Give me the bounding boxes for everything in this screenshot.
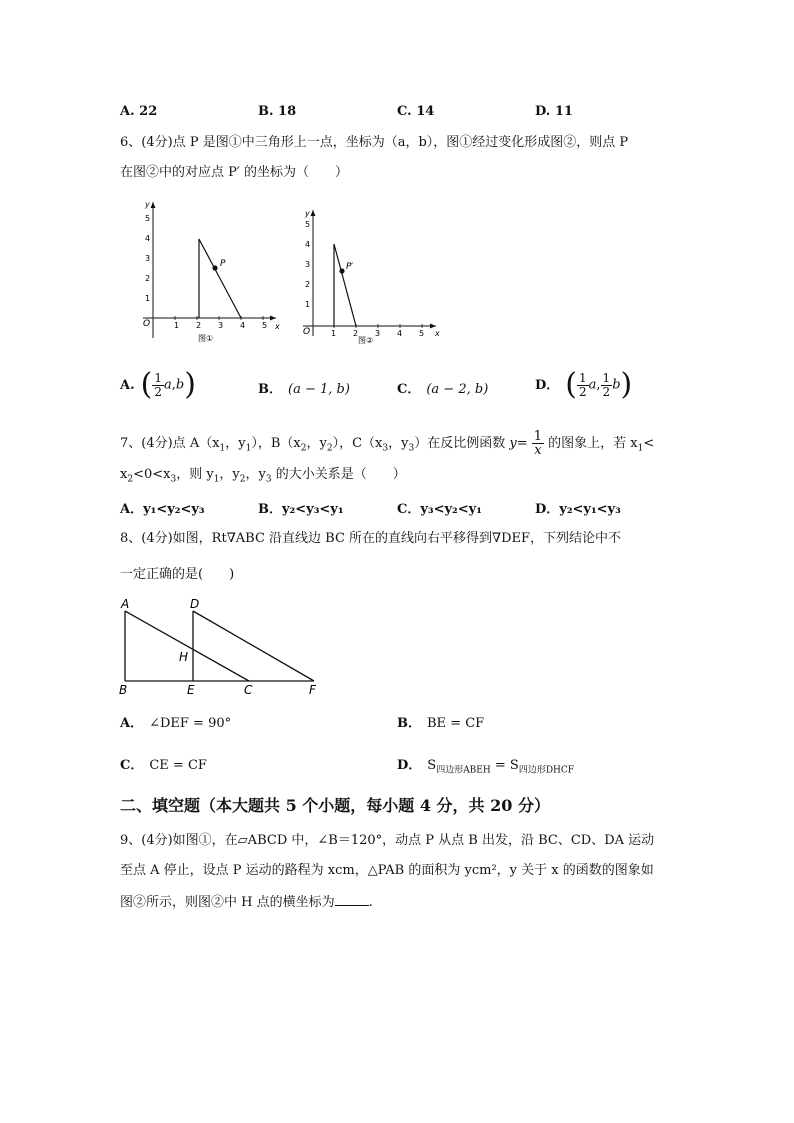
y-tick: 4 bbox=[305, 240, 311, 249]
y-tick: 2 bbox=[305, 280, 311, 289]
x-tick: 4 bbox=[397, 329, 403, 338]
option-label: A. bbox=[120, 377, 135, 393]
area-symbol: S bbox=[427, 758, 437, 773]
option-label: A． bbox=[120, 716, 144, 731]
y-tick-labels bbox=[145, 214, 150, 303]
fraction-denominator: 2 bbox=[154, 384, 162, 399]
label-c: C bbox=[244, 683, 253, 696]
triangle-shape bbox=[199, 239, 241, 318]
fraction bbox=[601, 372, 613, 399]
fraction-denominator: 2 bbox=[579, 384, 587, 399]
y-tick: 3 bbox=[305, 260, 311, 269]
option-label: B． bbox=[397, 716, 421, 731]
paren-right: ) bbox=[184, 367, 196, 402]
section-heading-fill-in: 二、填空题（本大题共 5 个小题，每小题 4 分，共 20 分） bbox=[120, 796, 550, 815]
figure-caption: 图① bbox=[198, 334, 214, 343]
option-label: D. bbox=[535, 104, 551, 119]
option-text: 22 bbox=[139, 104, 158, 119]
x-tick-labels bbox=[331, 329, 424, 338]
q5-option-a bbox=[120, 104, 157, 119]
var-a: a bbox=[588, 377, 597, 393]
paren-left: ( bbox=[140, 367, 153, 402]
point-p-prime-label: P′ bbox=[346, 262, 354, 272]
q8-option-d bbox=[397, 754, 574, 776]
q7-stem-line2: $x_2<0<x_3$，则 $y_1$，$y_2$，$y_3$ 的大小关系是（ ） bbox=[120, 467, 406, 485]
option-label: C． bbox=[120, 758, 144, 773]
q9-line3-end: . bbox=[368, 895, 373, 910]
q8-figure-triangles bbox=[114, 596, 324, 696]
q8-option-c bbox=[120, 754, 207, 773]
x-tick: 1 bbox=[331, 329, 337, 338]
y-tick: 1 bbox=[305, 300, 311, 309]
y-tick: 3 bbox=[145, 254, 151, 263]
fraction-denominator: 2 bbox=[602, 384, 611, 399]
q5-option-b bbox=[258, 104, 296, 119]
y-tick: 1 bbox=[145, 294, 151, 303]
x-tick: 2 bbox=[196, 321, 202, 330]
option-label: D． bbox=[397, 758, 422, 773]
q5-option-d bbox=[535, 104, 573, 119]
y-tick-labels bbox=[305, 220, 310, 309]
q9-stem-line2: 至点 A 停止，设点 P 运动的路程为 xcm，△PAB 的面积为 ycm²，y 关于 x 的函数的图象如 bbox=[120, 863, 654, 878]
option-label: A． bbox=[120, 502, 144, 517]
option-label: D． bbox=[535, 377, 560, 393]
paren-left: ( bbox=[565, 367, 577, 402]
q7-stem-line1: 7、(4分)点 $A(x_1$，$y_1$），$B(x_2$，$y_2$），$C(x_3$，$y_3$）在反比例函数 y= $\frac{1}{x}$ 的图象上，若 $x_1<$ bbox=[120, 429, 655, 458]
q8-option-a bbox=[120, 712, 231, 731]
figure-caption: 图② bbox=[358, 336, 374, 345]
segment-df bbox=[193, 611, 314, 681]
origin-label: O bbox=[303, 327, 311, 337]
option-label: C. bbox=[397, 104, 412, 119]
point-p-label: P bbox=[220, 259, 226, 269]
option-text: 18 bbox=[278, 104, 297, 119]
option-text: y₂<y₃<y₁ bbox=[282, 502, 344, 517]
option-label: C． bbox=[397, 382, 421, 397]
q6-option-d: D． ( $\frac{1}{2}$ a, $\frac{1}{2}$ b) bbox=[535, 367, 633, 402]
segment-ac bbox=[125, 611, 249, 681]
q8-stem-line2: 一定正确的是( ) bbox=[120, 567, 235, 582]
q5-option-c bbox=[397, 104, 434, 119]
q6-stem-line2: 在图②中的对应点 P′ 的坐标为（ ） bbox=[120, 165, 348, 180]
q8-stem-line1: 8、(4分)如图，Rt∇ABC 沿直线边 BC 所在的直线向右平移得到∇DEF，下列结论中不 bbox=[120, 531, 622, 546]
paren-right: ) bbox=[620, 367, 633, 402]
y-tick: 5 bbox=[305, 220, 311, 229]
x-tick: 5 bbox=[419, 329, 425, 338]
area-subscript: 四边形ABEH bbox=[436, 765, 491, 776]
option-text: 11 bbox=[554, 104, 573, 119]
option-text: BE = CF bbox=[427, 716, 485, 731]
q6-figure-2 bbox=[298, 208, 443, 348]
q6-stem-line1: 6、(4分)点 P 是图①中三角形上一点，坐标为（a，b），图①经过变化形成图②，则点 P bbox=[120, 135, 629, 150]
option-label: B. bbox=[258, 104, 274, 119]
x-axis-label: x bbox=[435, 329, 440, 338]
option-label: B． bbox=[258, 382, 282, 397]
q7-option-a bbox=[120, 498, 205, 517]
q9-line3-text: 图②所示，则图②中 H 点的横坐标为 bbox=[120, 895, 335, 910]
area-subscript: 四边形DHCF bbox=[518, 765, 575, 776]
label-e: E bbox=[187, 683, 195, 696]
option-text: y₁<y₂<y₃ bbox=[143, 502, 205, 517]
q9-stem-line1: 9、(4分)如图①，在▱ABCD 中，∠B＝120°，动点 P 从点 B 出发，沿 BC、CD、DA 运动 bbox=[120, 833, 655, 848]
x-tick: 2 bbox=[353, 329, 359, 338]
q6-figure-1 bbox=[138, 198, 283, 346]
label-f: F bbox=[309, 683, 316, 696]
q7-text-prefix: 7、(4分)点 A（x bbox=[120, 436, 220, 451]
option-text: 14 bbox=[416, 104, 435, 119]
var-b: b bbox=[612, 377, 621, 393]
q7-option-b bbox=[258, 498, 344, 517]
fraction-1-over-x: $\frac{1}{x}$ bbox=[533, 429, 543, 458]
fraction bbox=[152, 372, 164, 399]
x-tick: 4 bbox=[240, 321, 246, 330]
y-tick: 2 bbox=[145, 274, 151, 283]
fraction bbox=[577, 372, 589, 399]
x-tick: 3 bbox=[218, 321, 224, 330]
y-axis-label: y bbox=[305, 209, 310, 218]
x-tick: 1 bbox=[174, 321, 180, 330]
q6-option-a: A. ( $\frac{1}{2}$ a,b) bbox=[120, 367, 196, 402]
fraction-numerator: 1 bbox=[154, 370, 162, 385]
triangle-shape bbox=[334, 244, 356, 326]
option-text: CE = CF bbox=[149, 758, 207, 773]
equals-sign: = bbox=[490, 758, 510, 773]
x-tick: 5 bbox=[262, 321, 268, 330]
var-a: a bbox=[163, 377, 172, 393]
option-text: ∠DEF = 90° bbox=[149, 716, 232, 731]
point-p-prime bbox=[339, 268, 344, 273]
q7-option-d bbox=[535, 498, 621, 517]
y-tick: 4 bbox=[145, 234, 151, 243]
point-p bbox=[212, 265, 217, 270]
option-label: C． bbox=[397, 502, 421, 517]
q6-option-b bbox=[258, 378, 350, 397]
q7-option-c bbox=[397, 498, 482, 517]
option-text: (a − 1, b) bbox=[288, 382, 350, 397]
area-symbol: S bbox=[509, 758, 519, 773]
label-d: D bbox=[190, 597, 200, 611]
answer-blank[interactable] bbox=[335, 893, 369, 906]
q9-stem-line3 bbox=[120, 893, 373, 912]
x-tick-labels bbox=[174, 321, 267, 330]
option-text: y₂<y₁<y₃ bbox=[559, 502, 621, 517]
option-text: y₃<y₂<y₁ bbox=[420, 502, 482, 517]
option-text: (a − 2, b) bbox=[426, 382, 489, 397]
option-label: A. bbox=[120, 104, 135, 119]
x-tick: 3 bbox=[375, 329, 381, 338]
option-label: D． bbox=[535, 502, 560, 517]
y-tick: 5 bbox=[145, 214, 151, 223]
q8-option-b bbox=[397, 712, 484, 731]
fraction-numerator: 1 bbox=[602, 370, 611, 385]
origin-label: O bbox=[143, 319, 151, 329]
label-b: B bbox=[119, 683, 128, 696]
var-b: b bbox=[175, 377, 185, 393]
q6-option-c bbox=[397, 378, 488, 397]
y-axis-label: y bbox=[145, 200, 150, 209]
label-h: H bbox=[179, 650, 189, 664]
label-a: A bbox=[121, 597, 130, 611]
x-axis-label: x bbox=[275, 322, 280, 331]
fraction-numerator: 1 bbox=[579, 370, 587, 385]
option-label: B． bbox=[258, 502, 282, 517]
